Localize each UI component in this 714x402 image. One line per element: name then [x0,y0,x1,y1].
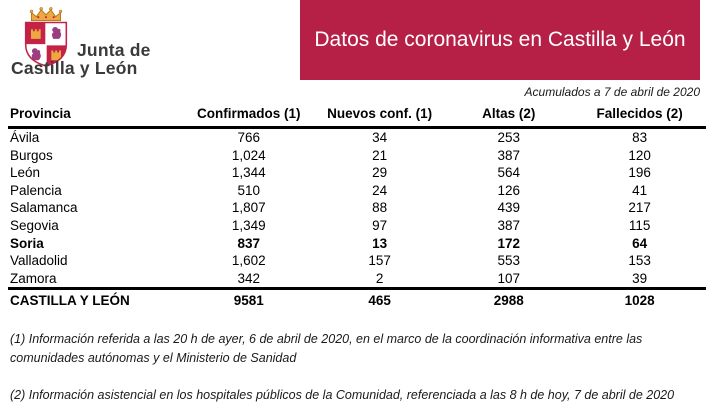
footnote-2: (2) Información asistencial en los hospitales públicos de la Comunidad, referenciada a las 8 h de hoy, 7 de abril de 2020 [10,387,675,402]
nuevos-cell: 157 [368,253,391,269]
logo-text-line1: Junta de [77,40,151,60]
fallecidos-cell: 41 [632,182,648,198]
nuevos-cell: 34 [372,130,388,145]
altas-cell: 553 [497,253,521,269]
table-row [8,217,706,235]
province-cell: Zamora [10,270,57,286]
altas-cell: 387 [497,217,521,233]
altas-cell: 253 [497,130,521,145]
coronavirus-table [8,104,706,311]
nuevos-cell: 13 [372,235,388,251]
table-row [8,182,706,200]
header-confirmados: Confirmados (1) [183,104,316,128]
fallecidos-cell: 217 [628,200,651,216]
table-row [8,128,706,147]
table-header-row [8,104,706,128]
table-row [8,235,706,253]
province-cell: Salamanca [10,200,78,216]
altas-cell: 439 [497,200,521,216]
nuevos-cell: 2 [375,270,384,286]
altas-cell: 387 [497,147,521,163]
table-row [8,199,706,217]
province-cell: Soria [10,235,44,251]
header-altas: Altas (2) [444,104,573,128]
province-cell: Palencia [10,182,62,198]
fallecidos-cell: 153 [628,253,651,269]
total-confirmados: 9581 [183,289,316,311]
confirmados-cell: 510 [237,182,261,198]
fallecidos-cell: 83 [632,130,648,145]
province-cell: León [10,165,41,181]
header-provincia: Provincia [8,104,183,128]
province-cell: Valladolid [10,253,68,269]
province-cell: Segovia [10,217,59,233]
confirmados-cell: 1,024 [231,147,266,163]
confirmados-cell: 342 [237,270,261,286]
fallecidos-cell: 115 [628,217,651,233]
table-row [8,270,706,289]
table-total-row [8,289,706,311]
total-altas: 2988 [444,289,573,311]
page-title: Datos de coronavirus en Castilla y León [314,28,686,51]
fallecidos-cell: 39 [632,270,648,286]
altas-cell: 126 [497,182,521,198]
table-row [8,164,706,182]
fallecidos-cell: 64 [632,235,648,251]
confirmados-cell: 1,349 [231,217,266,233]
nuevos-cell: 88 [372,200,388,216]
province-cell: Burgos [10,147,53,163]
logo-text-line2: Castilla y León [11,58,138,78]
total-fallecidos: 1028 [573,289,706,311]
table-row [8,147,706,165]
header-fallecidos: Fallecidos (2) [573,104,706,128]
nuevos-cell: 21 [372,147,388,163]
confirmados-cell: 837 [237,235,261,251]
date-note: Acumulados a 7 de abril de 2020 [524,85,700,99]
nuevos-cell: 24 [372,182,388,198]
junta-logo [0,0,170,90]
banner [300,0,700,80]
nuevos-cell: 29 [372,165,388,181]
table-row [8,252,706,270]
altas-cell: 107 [497,270,521,286]
total-nuevos: 465 [315,289,444,311]
confirmados-cell: 1,602 [231,253,266,269]
total-provincia: CASTILLA Y LEÓN [8,289,183,311]
header-nuevos: Nuevos conf. (1) [315,104,444,128]
confirmados-cell: 1,807 [231,200,266,216]
altas-cell: 172 [497,235,521,251]
province-cell: Ávila [10,130,40,145]
confirmados-cell: 766 [237,130,261,145]
fallecidos-cell: 196 [628,165,651,181]
footnote-1: (1) Información referida a las 20 h de ayer, 6 de abril de 2020, en el marco de la coordinación informativa entre las comunidades autónomas y el Ministerio de Sanidad [10,332,643,365]
altas-cell: 564 [497,165,521,181]
fallecidos-cell: 120 [628,147,651,163]
footnotes [10,330,708,402]
nuevos-cell: 97 [372,217,388,233]
confirmados-cell: 1,344 [231,165,266,181]
